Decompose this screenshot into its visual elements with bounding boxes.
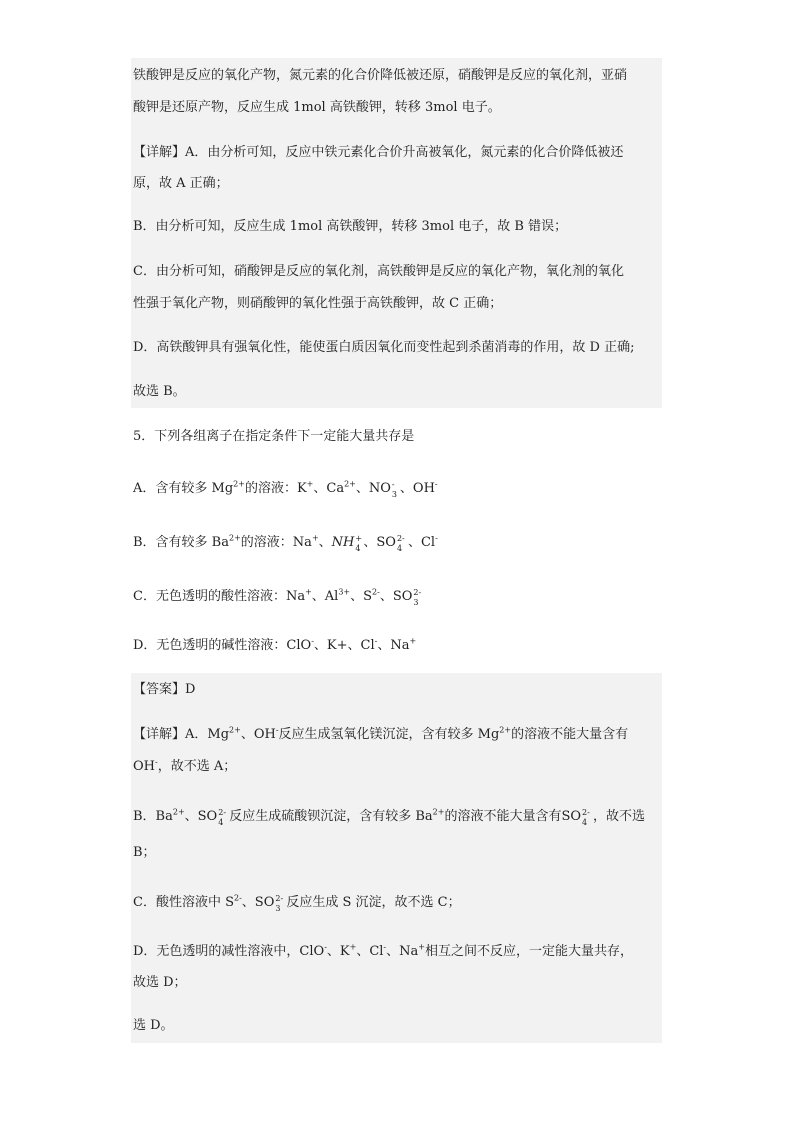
analysis-line-1: 铁酸钾是反应的氧化产物，氮元素的化合价降低被还原，硝酸钾是反应的氧化剂，亚硝 <box>133 68 628 83</box>
q5-detail-d-line-1: D．无色透明的减性溶液中，ClO-、K+、Cl-、Na+相互之间不反应，一定能大量共存， <box>133 942 633 959</box>
q5-detail-c: C．酸性溶液中 $S^{2-}$、SO 2- 3 反应生成 S 沉淀，故不选 C； <box>133 893 461 913</box>
q5-detail-a-line-2: OH-，故不选 A； <box>133 757 237 774</box>
q5-detail-a-line-1: 【详解】A．$Mg^{2+}$、OH-反应生成氢氧化镁沉淀，含有较多 $Mg^{2+}$的溶液不能大量含有 <box>133 725 629 742</box>
detail-c-line-2: 性强于氧化产物，则硝酸钾的氧化性强于高铁酸钾，故 C 正确； <box>133 296 503 311</box>
q5-detail-b-line-1: B．$Ba^{2+}$、SO 2- 4 反应生成硫酸钡沉淀，含有较多 $Ba^{2+}$的溶液不能大量含有SO 2- 4 ，故不选 <box>133 807 646 827</box>
detail-c-line-1: C．由分析可知，硝酸钾是反应的氧化剂，高铁酸钾是反应的氧化产物，氧化剂的氧化 <box>133 264 624 279</box>
detail-d: D．高铁酸钾具有强氧化性，能使蛋白质因氧化而变性起到杀菌消毒的作用，故 D 正确; <box>133 340 635 355</box>
q5-final-answer: 选 D。 <box>133 1018 174 1033</box>
option-c: C．无色透明的酸性溶液：Na+、$Al^{3+}$、$S^{2-}$、SO 2- 3 <box>133 587 422 607</box>
q5-detail-d-line-2: 故选 D； <box>133 975 187 990</box>
question-stem: 5．下列各组离子在指定条件下一定能大量共存是 <box>133 429 415 444</box>
q5-answer-block <box>131 673 662 1043</box>
answer: 【答案】D <box>133 682 196 697</box>
detail-b: B．由分析可知，反应生成 1mol 高铁酸钾，转移 3mol 电子，故 B 错误； <box>133 219 568 234</box>
option-a: A．含有较多 $Mg^{2+}$的溶液：K+、$Ca^{2+}$、NO - 3 、OH- <box>133 479 438 499</box>
detail-a-line-1: 【详解】A．由分析可知，反应中铁元素化合价升高被氧化，氮元素的化合价降低被还 <box>133 145 624 160</box>
question-5 <box>131 408 662 673</box>
q4-explanation-block <box>131 58 662 408</box>
detail-a-line-2: 原，故 A 正确； <box>133 176 229 191</box>
analysis-line-2: 酸钾是还原产物，反应生成 1mol 高铁酸钾，转移 3mol 电子。 <box>133 100 501 115</box>
q5-detail-b-line-2: B； <box>133 845 156 860</box>
detail-conclusion: 故选 B。 <box>133 384 186 399</box>
option-b: B．含有较多 $Ba^{2+}$的溶液：Na+、NH + 4 、SO 2- 4 、Cl- <box>133 533 438 553</box>
option-d: D．无色透明的碱性溶液：ClO-、K+、Cl-、Na+ <box>133 636 417 653</box>
